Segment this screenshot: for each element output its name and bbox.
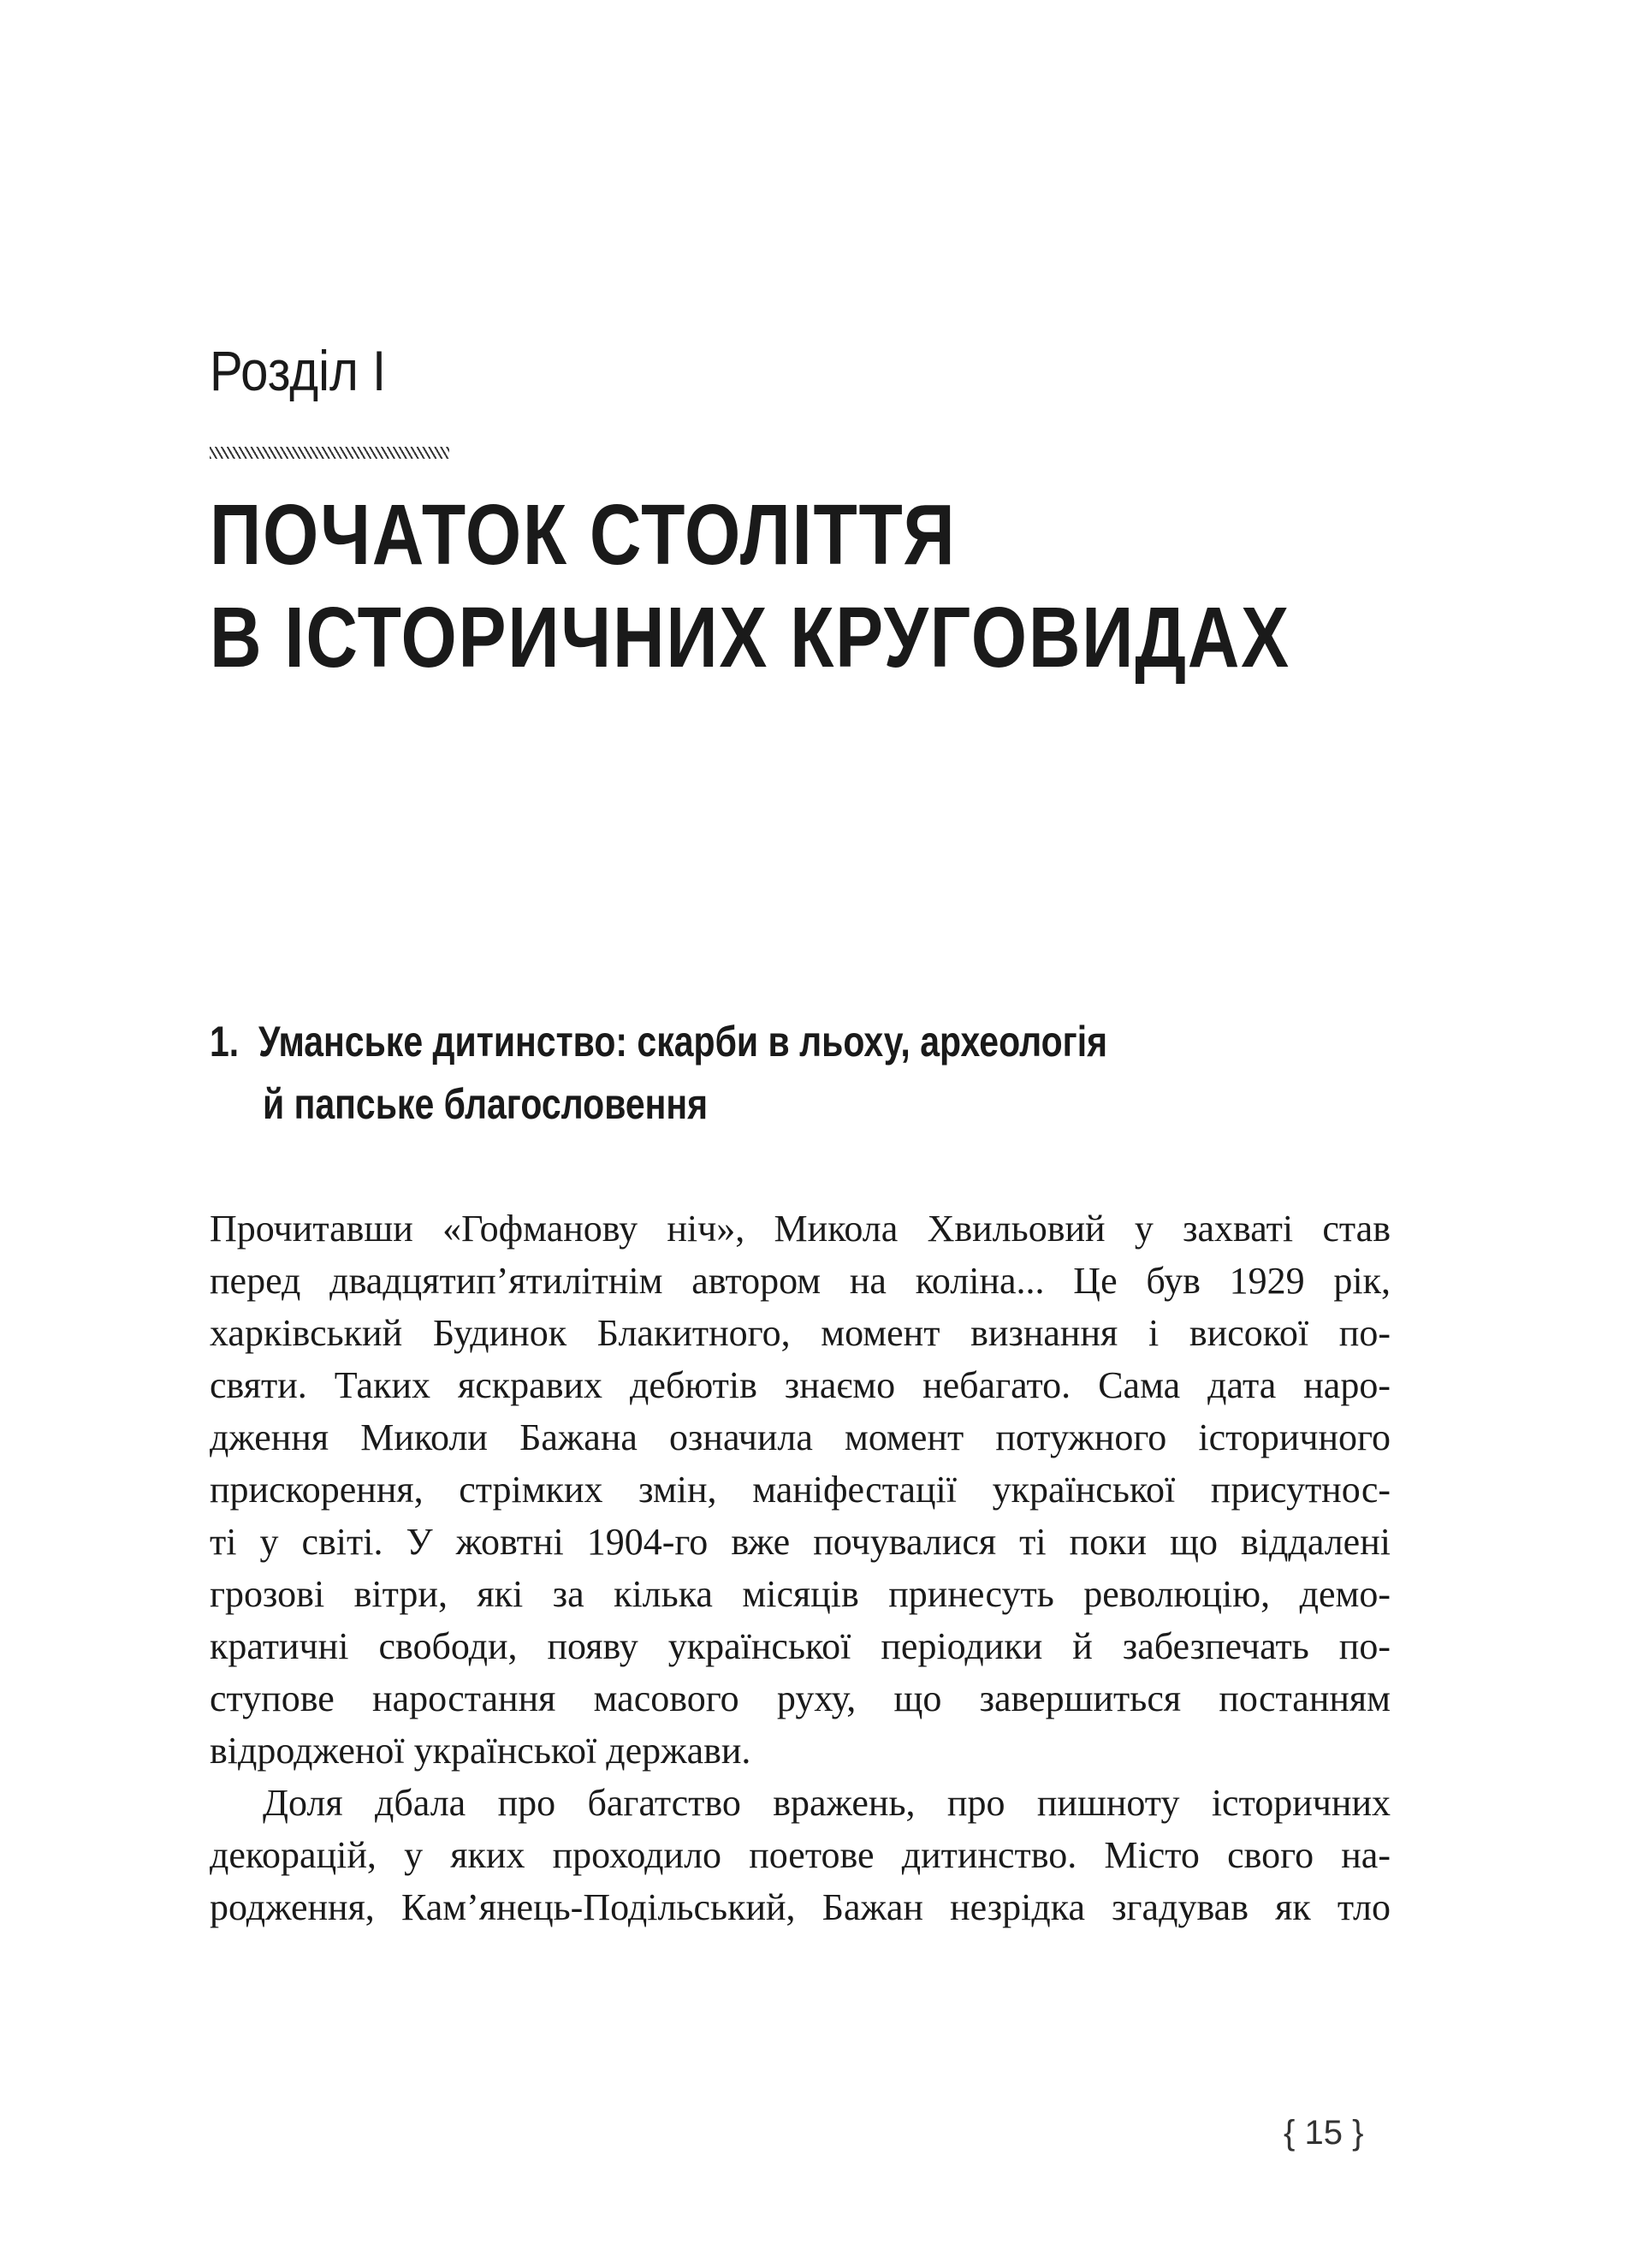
body-line: Доля дбала про багатство вражень, про пишноту історичних <box>263 1782 1391 1824</box>
hatch-divider <box>210 447 449 459</box>
body-line: кратичні свободи, появу української періодики й забезпечать по- <box>210 1625 1391 1667</box>
body-line: харківський Будинок Блакитного, момент визнання і високої по- <box>210 1312 1391 1354</box>
section-heading-line-2: й папське благословення <box>263 1080 709 1128</box>
page-number: { 15 } <box>1284 2114 1364 2152</box>
chapter-label: Розділ I <box>210 339 387 402</box>
body-text <box>210 1202 1391 1933</box>
body-line: перед двадцятип’ятилітнім автором на коліна... Це був 1929 рік, <box>210 1260 1391 1302</box>
chapter-title-line-1: ПОЧАТОК СТОЛІТТЯ <box>210 487 957 583</box>
body-line: грозові вітри, які за кілька місяців принесуть революцію, демо- <box>210 1573 1391 1615</box>
body-line: декорацій, у яких проходило поетове дитинство. Місто свого на- <box>210 1834 1391 1876</box>
section-heading-line-1: 1. Уманське дитинство: скарби в льоху, археологія <box>210 1018 1108 1066</box>
body-line: прискорення, стрімких змін, маніфестації української присутнос- <box>210 1469 1391 1511</box>
body-line: дження Миколи Бажана означила момент потужного історичного <box>210 1416 1391 1458</box>
body-line: відродженої української держави. <box>210 1730 751 1772</box>
body-line: родження, Кам’янець-Подільський, Бажан незрідка згадував як тло <box>210 1886 1391 1928</box>
body-line: ступове наростання масового руху, що завершиться постанням <box>210 1677 1391 1719</box>
body-line: ті у світі. У жовтні 1904-го вже почувалися ті поки що віддалені <box>210 1521 1391 1563</box>
body-line: святи. Таких яскравих дебютів знаємо небагато. Сама дата наро- <box>210 1364 1391 1406</box>
body-line: Прочитавши «Гофманову ніч», Микола Хвильовий у захваті став <box>210 1208 1391 1250</box>
chapter-title-line-2: В ІСТОРИЧНИХ КРУГОВИДАХ <box>210 590 1290 686</box>
